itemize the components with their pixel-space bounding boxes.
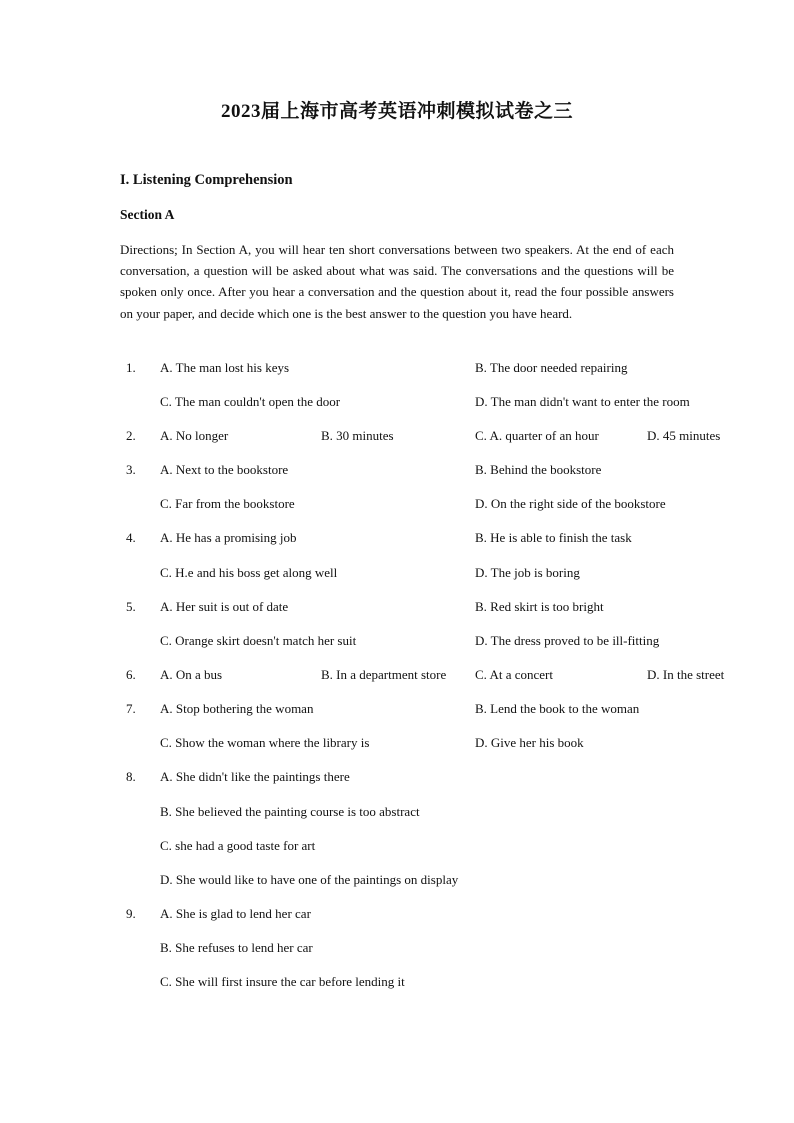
option-b: B. The door needed repairing xyxy=(475,360,628,375)
option-c: C. she had a good taste for art xyxy=(160,838,316,853)
question-row xyxy=(0,804,794,824)
question-number: 6. xyxy=(126,667,136,682)
option-a: A. Stop bothering the woman xyxy=(160,701,314,716)
question-row xyxy=(0,872,794,892)
directions-paragraph: Directions; In Section A, you will hear ten short conversations between two speakers. At the end of each conversation, a question will be asked about what was said. The conversations and the questions will be spoken only once. After you hear a conversation and the question about it, read the four possible answers on your paper, and decide which one is the best answer to the question you have heard. xyxy=(120,242,674,321)
question-row xyxy=(0,496,794,516)
question-row xyxy=(0,838,794,858)
option-a: A. On a bus xyxy=(160,667,223,682)
question-row xyxy=(0,530,794,550)
option-d: D. 45 minutes xyxy=(647,428,721,443)
option-c: C. At a concert xyxy=(475,667,553,682)
option-c: C. Far from the bookstore xyxy=(160,496,295,511)
question-number: 8. xyxy=(126,769,136,784)
page-title: 2023届上海市高考英语冲刺模拟试卷之三 xyxy=(220,101,573,122)
question-row xyxy=(0,940,794,960)
option-d: D. The dress proved to be ill-fitting xyxy=(475,633,660,648)
question-number: 3. xyxy=(126,462,136,477)
option-a: A. Her suit is out of date xyxy=(160,599,289,614)
question-row xyxy=(0,360,794,380)
option-a: A. The man lost his keys xyxy=(160,360,290,375)
question-row xyxy=(0,428,794,448)
question-number: 9. xyxy=(126,906,136,921)
option-b: B. He is able to finish the task xyxy=(475,530,632,545)
option-d: D. She would like to have one of the paintings on display xyxy=(160,872,459,887)
option-b: B. In a department store xyxy=(321,667,447,682)
option-c: C. Show the woman where the library is xyxy=(160,735,370,750)
question-number: 4. xyxy=(126,530,136,545)
section-heading: Section A xyxy=(120,207,175,222)
option-d: D. Give her his book xyxy=(475,735,584,750)
question-row xyxy=(0,769,794,789)
option-a: A. No longer xyxy=(160,428,229,443)
question-row xyxy=(0,394,794,414)
question-row xyxy=(0,462,794,482)
question-row xyxy=(0,667,794,687)
option-a: A. Next to the bookstore xyxy=(160,462,289,477)
question-row xyxy=(0,735,794,755)
option-c: C. Orange skirt doesn't match her suit xyxy=(160,633,357,648)
option-c: C. A. quarter of an hour xyxy=(475,428,599,443)
question-row xyxy=(0,701,794,721)
option-c: C. H.e and his boss get along well xyxy=(160,565,338,580)
question-row xyxy=(0,974,794,994)
question-number: 1. xyxy=(126,360,136,375)
option-b: B. Red skirt is too bright xyxy=(475,599,604,614)
part-heading: I. Listening Comprehension xyxy=(120,172,293,188)
question-row xyxy=(0,565,794,585)
option-c: C. She will first insure the car before lending it xyxy=(160,974,405,989)
question-row xyxy=(0,633,794,653)
option-b: B. Lend the book to the woman xyxy=(475,701,640,716)
question-number: 5. xyxy=(126,599,136,614)
option-b: B. 30 minutes xyxy=(321,428,394,443)
question-row xyxy=(0,599,794,619)
question-number: 7. xyxy=(126,701,136,716)
option-b: B. She refuses to lend her car xyxy=(160,940,313,955)
option-b: B. Behind the bookstore xyxy=(475,462,602,477)
question-row xyxy=(0,906,794,926)
option-d: D. The man didn't want to enter the room xyxy=(475,394,690,409)
option-b: B. She believed the painting course is too abstract xyxy=(160,804,420,819)
option-a: A. She is glad to lend her car xyxy=(160,906,311,921)
option-d: D. On the right side of the bookstore xyxy=(475,496,666,511)
option-a: A. She didn't like the paintings there xyxy=(160,769,350,784)
option-d: D. In the street xyxy=(647,667,725,682)
option-d: D. The job is boring xyxy=(475,565,580,580)
option-a: A. He has a promising job xyxy=(160,530,297,545)
question-number: 2. xyxy=(126,428,136,443)
option-c: C. The man couldn't open the door xyxy=(160,394,341,409)
